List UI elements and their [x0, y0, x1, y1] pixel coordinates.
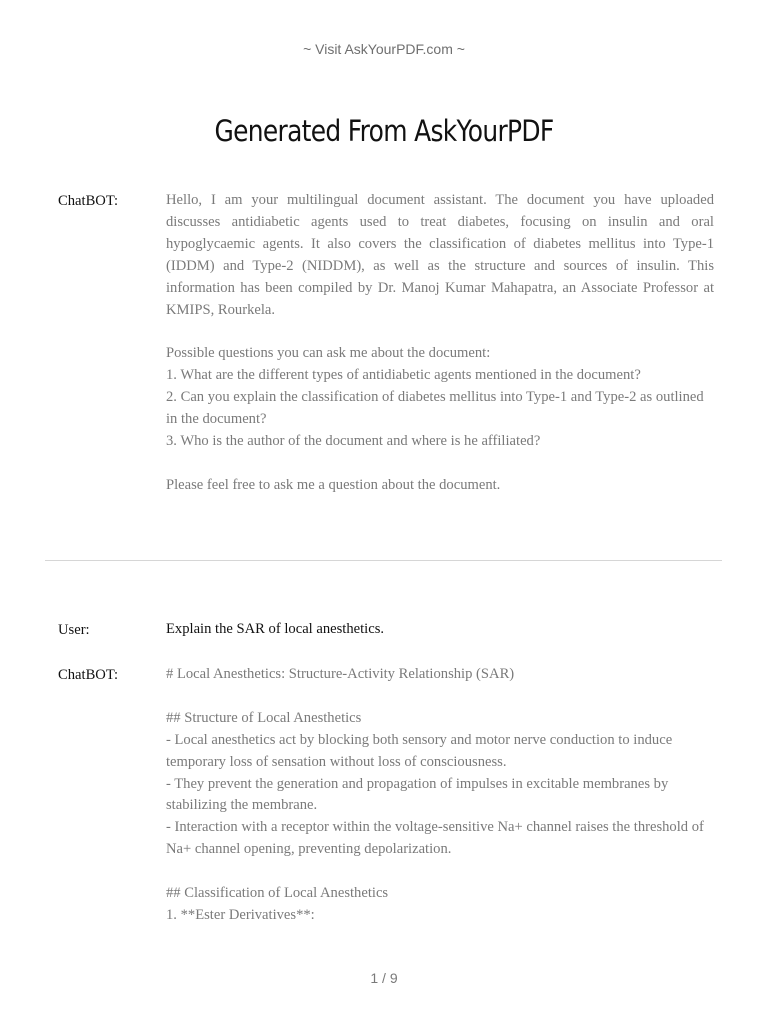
paragraph-gap [166, 453, 714, 475]
message-paragraph: - They prevent the generation and propagation of impulses in excitable membranes by stabilizing the membrane. [166, 775, 669, 814]
message-paragraph: Possible questions you can ask me about the document: [166, 345, 491, 362]
message-paragraph: 2. Can you explain the classification of diabetes mellitus into Type-1 and Type-2 as outlined in the document? [166, 389, 704, 428]
message-paragraph: ## Structure of Local Anesthetics [166, 709, 362, 726]
section-divider [45, 560, 722, 561]
paragraph-gap [166, 321, 714, 343]
visit-askyourpdf-link[interactable]: ~ Visit AskYourPDF.com ~ [303, 41, 465, 57]
speaker-label: ChatBOT: [58, 667, 119, 683]
message-text [166, 619, 714, 641]
message-paragraph: - Interaction with a receptor within the voltage-sensitive Na+ channel raises the threshold of Na+ channel opening, preventing depolarization. [166, 819, 704, 858]
speaker-label: ChatBOT: [58, 193, 119, 209]
message-paragraph: 1. **Ester Derivatives**: [166, 906, 315, 923]
page-indicator: 1 / 9 [370, 970, 398, 986]
message-paragraph: Please feel free to ask me a question about the document. [166, 476, 501, 493]
message-paragraph: ## Classification of Local Anesthetics [166, 885, 389, 902]
paragraph-gap [166, 686, 714, 708]
message-paragraph: - Local anesthetics act by blocking both sensory and motor nerve conduction to induce temporary loss of sensation without loss of consciousness. [166, 731, 673, 770]
message-paragraph: Hello, I am your multilingual document assistant. The document you have uploaded discusses antidiabetic agents used to treat diabetes, focusing on insulin and oral hypoglycaemic agents. It also covers the classification of diabetes mellitus into Type-1 (IDDM) and Type-2 (NIDDM), as well as the structure and sources of insulin. This information has been compiled by Dr. Manoj Kumar Mahapatra, an Associate Professor at KMIPS, Rourkela. [166, 192, 714, 318]
message-paragraph: 3. Who is the author of the document and where is he affiliated? [166, 432, 541, 449]
message-text [166, 190, 714, 497]
paragraph-gap [166, 861, 714, 883]
message-text [166, 664, 714, 927]
message-paragraph: 1. What are the different types of antidiabetic agents mentioned in the document? [166, 367, 641, 384]
speaker-label: User: [58, 622, 90, 638]
page-title: Generated From AskYourPDF [214, 114, 554, 148]
message-paragraph: # Local Anesthetics: Structure-Activity Relationship (SAR) [166, 666, 515, 682]
message-paragraph: Explain the SAR of local anesthetics. [166, 621, 385, 637]
